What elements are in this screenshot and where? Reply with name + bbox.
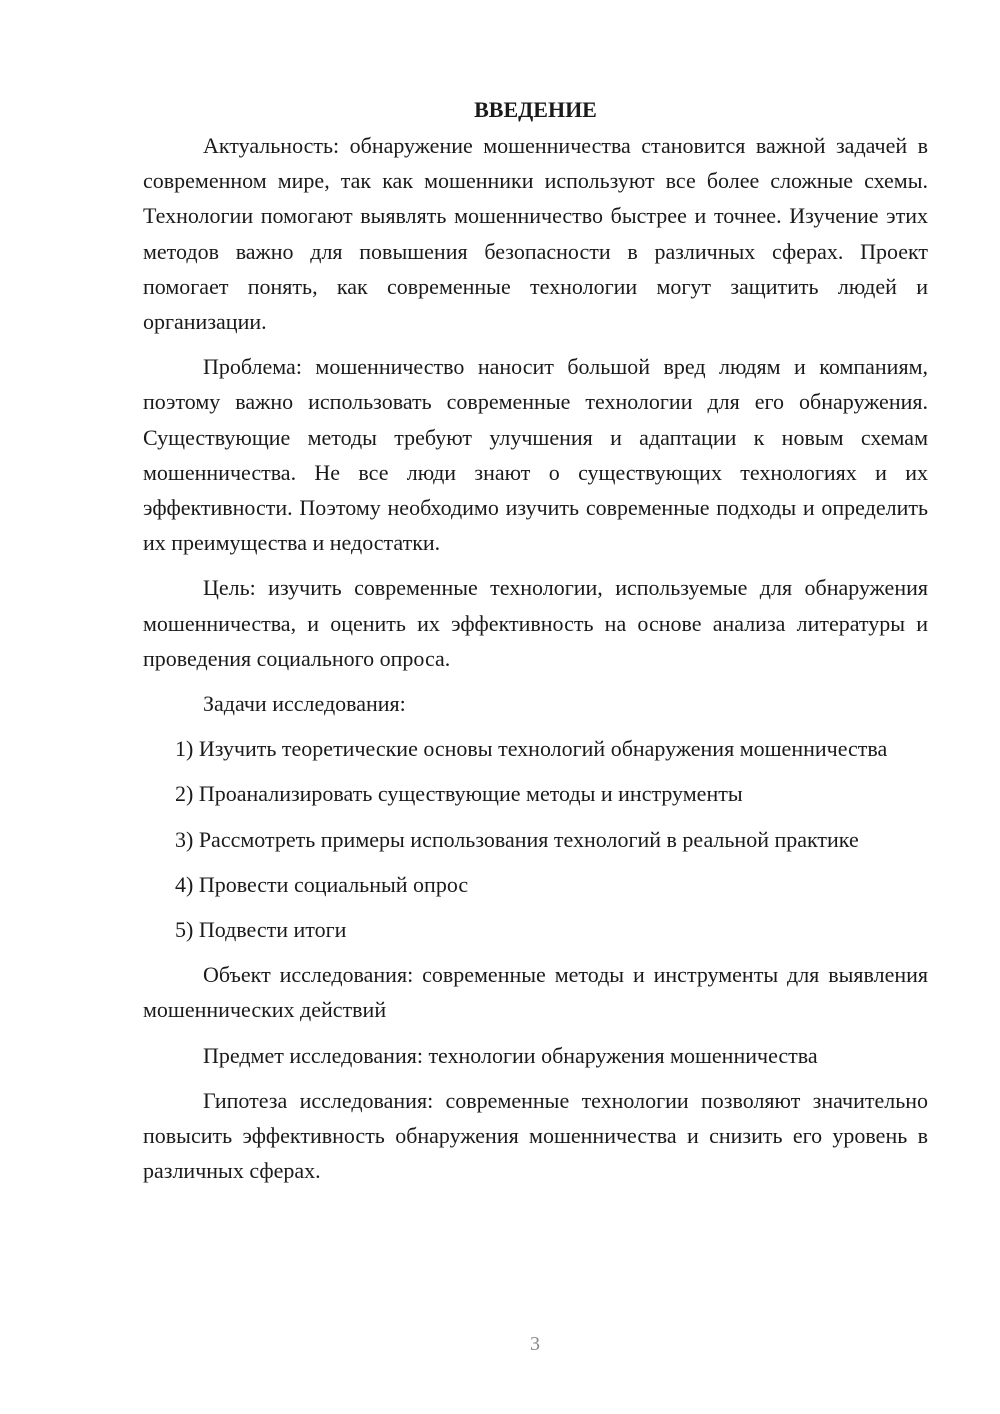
hypothesis-paragraph: Гипотеза исследования: современные технологии позволяют значительно повысить эффективность обнаружения мошенничества и снизить его уровень в различных сферах. <box>143 1087 928 1184</box>
tasks-heading: Задачи исследования: <box>203 691 406 717</box>
subject-paragraph: Предмет исследования: технологии обнаружения мошенничества <box>203 1042 818 1068</box>
object-paragraph: Объект исследования: современные методы и инструменты для выявления мошеннических действий <box>143 962 928 1023</box>
problem-paragraph: Проблема: мошенничество наносит большой вред людям и компаниям, поэтому важно использовать современные технологии для его обнаружения. Существующие методы требуют улучшения и адаптации к новым схемам мошенничества. Не все люди знают о существующих технологиях и их эффективности. Поэтому необходимо изучить современные подходы и определить их преимущества и недостатки. <box>143 354 928 556</box>
section-heading: ВВЕДЕНИЕ <box>474 97 597 122</box>
task-item-3: 3) Рассмотреть примеры использования технологий в реальной практике <box>175 826 859 852</box>
document-page <box>143 92 928 1198</box>
task-item-5: 5) Подвести итоги <box>175 917 347 943</box>
task-item-1: 1) Изучить теоретические основы технологий обнаружения мошенничества <box>175 736 888 762</box>
task-item-2: 2) Проанализировать существующие методы и инструменты <box>175 781 743 807</box>
task-item-4: 4) Провести социальный опрос <box>175 871 469 897</box>
goal-paragraph: Цель: изучить современные технологии, используемые для обнаружения мошенничества, и оценить их эффективность на основе анализа литературы и проведения социального опроса. <box>143 575 928 671</box>
relevance-paragraph: Актуальность: обнаружение мошенничества становится важной задачей в современном мире, так как мошенники используют все более сложные схемы. Технологии помогают выявлять мошенничество быстрее и точнее. Изучение этих методов важно для повышения безопасности в различных сферах. Проект помогает понять, как современные технологии могут защитить людей и организации. <box>143 133 928 335</box>
page-number: 3 <box>530 1333 540 1355</box>
